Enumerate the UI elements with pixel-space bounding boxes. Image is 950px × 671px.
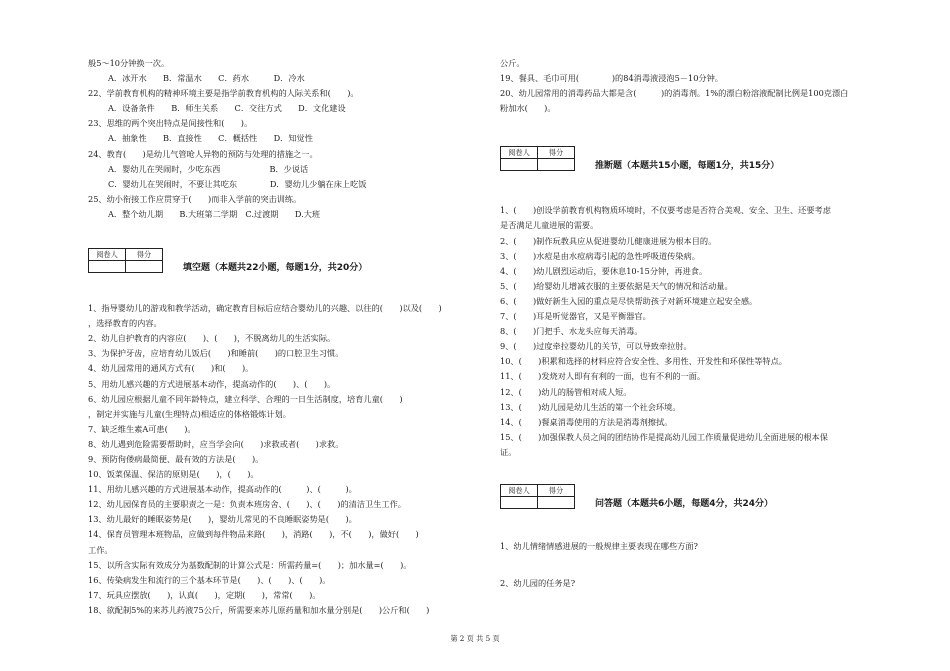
reviewer-label: 阅卷人 [501,147,538,159]
question-line: 2、幼儿自护教育的内容应( )、( )，不脱离幼儿的生活实际。 [88,333,336,344]
judgment-questions [500,203,880,460]
question-line: 公斤。 [500,58,525,68]
question-line: 16、传染病发生和流行的三个基本环节是( )、( )、( )。 [88,574,331,585]
score-cell [126,261,163,273]
question-line: 8、( )门把手、水龙头应每天消毒。 [500,326,643,337]
question-line: 10、( )积累和选择的材料应符合安全性、多用性、开发性和环保性等特点。 [500,356,787,367]
question-line: A．整个幼儿期 B.大班第二学期 C.过渡期 D.大班 [108,208,321,219]
reviewer-label: 阅卷人 [89,249,126,261]
question-line: 15、以所含实际有效成分为基数配制的计算公式是：所需药量=( )；加水量=( )。 [88,559,412,570]
judge-section-title: 推断题（本题共15小题，每题1分，共15分） [595,161,780,172]
qa-section-title: 问答题（本题共6小题，每题4分，共24分） [595,498,774,509]
question-line: 4、幼儿园常用的通风方式有( )和( )。 [88,363,254,374]
right-column [500,56,880,591]
question-line: 2、( )制作玩教具应从促进婴幼儿健康进展为根本目的。 [500,235,717,246]
question-line: 20、幼儿园常用的消毒药品大都是含( )的消毒剂。1%的漂白粉溶液配制比例是100克漂白 [500,88,849,99]
fill-in-questions [88,301,483,618]
question-line: C．婴幼儿在哭闹时，不要让其吃东 D．婴幼儿少躺在床上吃饭 [108,178,367,189]
question-line: 6、幼儿园应根据儿童不同年龄特点，建立科学、合理的一日生活制度，培育儿童( ) [88,393,403,404]
question-line: 9、预防佝偻病最简便、最有效的方法是( )。 [88,453,264,464]
score-box [500,484,575,509]
question-line: 证。 [500,446,517,457]
score-box [500,146,575,171]
question-line: A．冰开水 B．常温水 C．药水 D．冷水 [108,73,305,84]
question-line: 般5～10分钟换一次。 [88,58,170,68]
question-line: 1、指导婴幼儿的游戏和教学活动，确定教育目标后应结合婴幼儿的兴趣、以往的( )以及( ) [88,303,442,314]
question-line: 10、饭菜保温、保洁的原则是( )，( )。 [88,469,259,480]
question-line: 18、欲配制5%的来苏儿药液75公斤，所需要来苏儿原药量和加水量分别是( )公斤和( ) [88,604,430,615]
score-cell [538,159,575,171]
question-line: 22、学前教育机构的精神环境主要是指学前教育机构的人际关系和( )。 [88,88,359,99]
question-line: ，选择教育的内容。 [88,318,162,329]
reviewer-cell [501,159,538,171]
qa-questions [500,539,880,591]
reviewer-label: 阅卷人 [501,484,538,496]
left-column [88,56,483,618]
score-box [88,248,163,273]
question-line: 粉加水( )。 [500,103,556,114]
question-line: 12、幼儿园保育员的主要职责之一是：负责本班房舍、( )、( )的清洁卫生工作。 [88,499,406,510]
question-line: 15、( )加强保教人员之间的团结协作是提高幼儿园工作质量促进幼儿全面进展的根本保 [500,431,828,442]
question-line: 24、教育( )是幼儿气管呛人异物的预防与处理的措施之一。 [88,148,318,159]
question-line: A．抽象性 B．直接性 C．概括性 D．知觉性 [108,133,313,144]
question-line: 6、( )做好新生入园的重点是尽快帮助孩子对新环境建立起安全感。 [500,295,758,306]
score-label: 得分 [538,484,575,496]
question-line: 1、( )创设学前教育机构物质环境时，不仅要考虑是否符合美观、安全、卫生、还要考虑 [500,205,831,216]
fill-in-questions-continued [500,56,880,116]
question-line: 19、餐具、毛巾可用( )的84消毒液浸泡5－10分钟。 [500,73,723,84]
question-line: 5、( )给婴幼儿增减衣服的主要依据是天气的情况和活动量。 [500,280,733,291]
reviewer-cell [89,261,126,273]
question-line: 7、( )耳是听觉器官，又是平衡器官。 [500,311,651,322]
question-line: 14、保育员管理本班物品，应做到每件物品来路( )，消路( )，不( )，做好( ) [88,529,419,540]
question-line: A．婴幼儿在哭闹时，少吃东西 B．少说话 [108,163,309,174]
question-line: 2、幼儿园的任务是? [500,578,576,589]
question-line: 13、幼儿最好的睡眠姿势是( )，婴幼儿常见的不良睡眠姿势是( )。 [88,514,357,525]
question-line: ，制定并实施与儿童(生理特点)相适应的体格锻炼计划。 [88,408,291,419]
question-line: 13、( )幼儿园是幼儿生活的第一个社会环境。 [500,401,681,412]
question-line: 12、( )幼儿的肠管相对成人短。 [500,386,632,397]
judge-section-header [500,146,880,171]
score-cell [538,496,575,508]
question-line: 17、玩具应摆放( )，认真( )，定期( )，常常( )。 [88,589,321,600]
question-line: 5、用幼儿感兴趣的方式进展基本动作，提高动作的( )、( )。 [88,378,336,389]
fill-section-title: 填空题（本题共22小题，每题1分，共20分） [183,263,368,274]
question-line: A．设备条件 B．师生关系 C．交往方式 D．文化建设 [108,103,346,114]
page-footer: 第 2 页 共 5 页 [450,634,500,643]
question-line: 8、幼儿遇到危险需要帮助时，应当学会向( )求救或者( )求救。 [88,438,344,449]
question-line: 1、幼儿情绪情感进展的一般规律主要表现在哪些方面? [500,540,698,551]
question-line: 9、( )过度牵拉婴幼儿的关节，可以导致牵拉肘。 [500,341,692,352]
question-line: 11、用幼儿感兴趣的方式进展基本动作，提高动作的( )、( )。 [88,484,357,495]
question-line: 工作。 [88,544,113,555]
question-line: 11、( )发烧对人即有有利的一面，也有不利的一面。 [500,371,706,382]
question-line: 23、思维的两个突出特点是间接性和( )。 [88,118,253,129]
question-line: 4、( )幼儿剧烈运动后，要休息10-15分钟，再进食。 [500,265,708,276]
score-label: 得分 [126,249,163,261]
question-line: 3、为保护牙齿，应培育幼儿饭后( )和睡前( )的口腔卫生习惯。 [88,348,344,359]
question-line: 25、幼小衔接工作应贯穿于( )而非入学前的突击训练。 [88,193,302,204]
question-line: 3、( )水痘是由水痘病毒引起的急性呼吸道传染病。 [500,250,700,261]
reviewer-cell [501,496,538,508]
fill-section-header [88,248,483,273]
score-label: 得分 [538,147,575,159]
question-line: 14、( )餐桌消毒使用的方法是消毒剂擦拭。 [500,416,673,427]
question-line: 是否满足儿童进展的需要。 [500,220,599,231]
question-line: 7、缺乏维生素A可患( )。 [88,423,196,434]
multiple-choice-continued [88,56,483,222]
qa-section-header [500,484,880,509]
